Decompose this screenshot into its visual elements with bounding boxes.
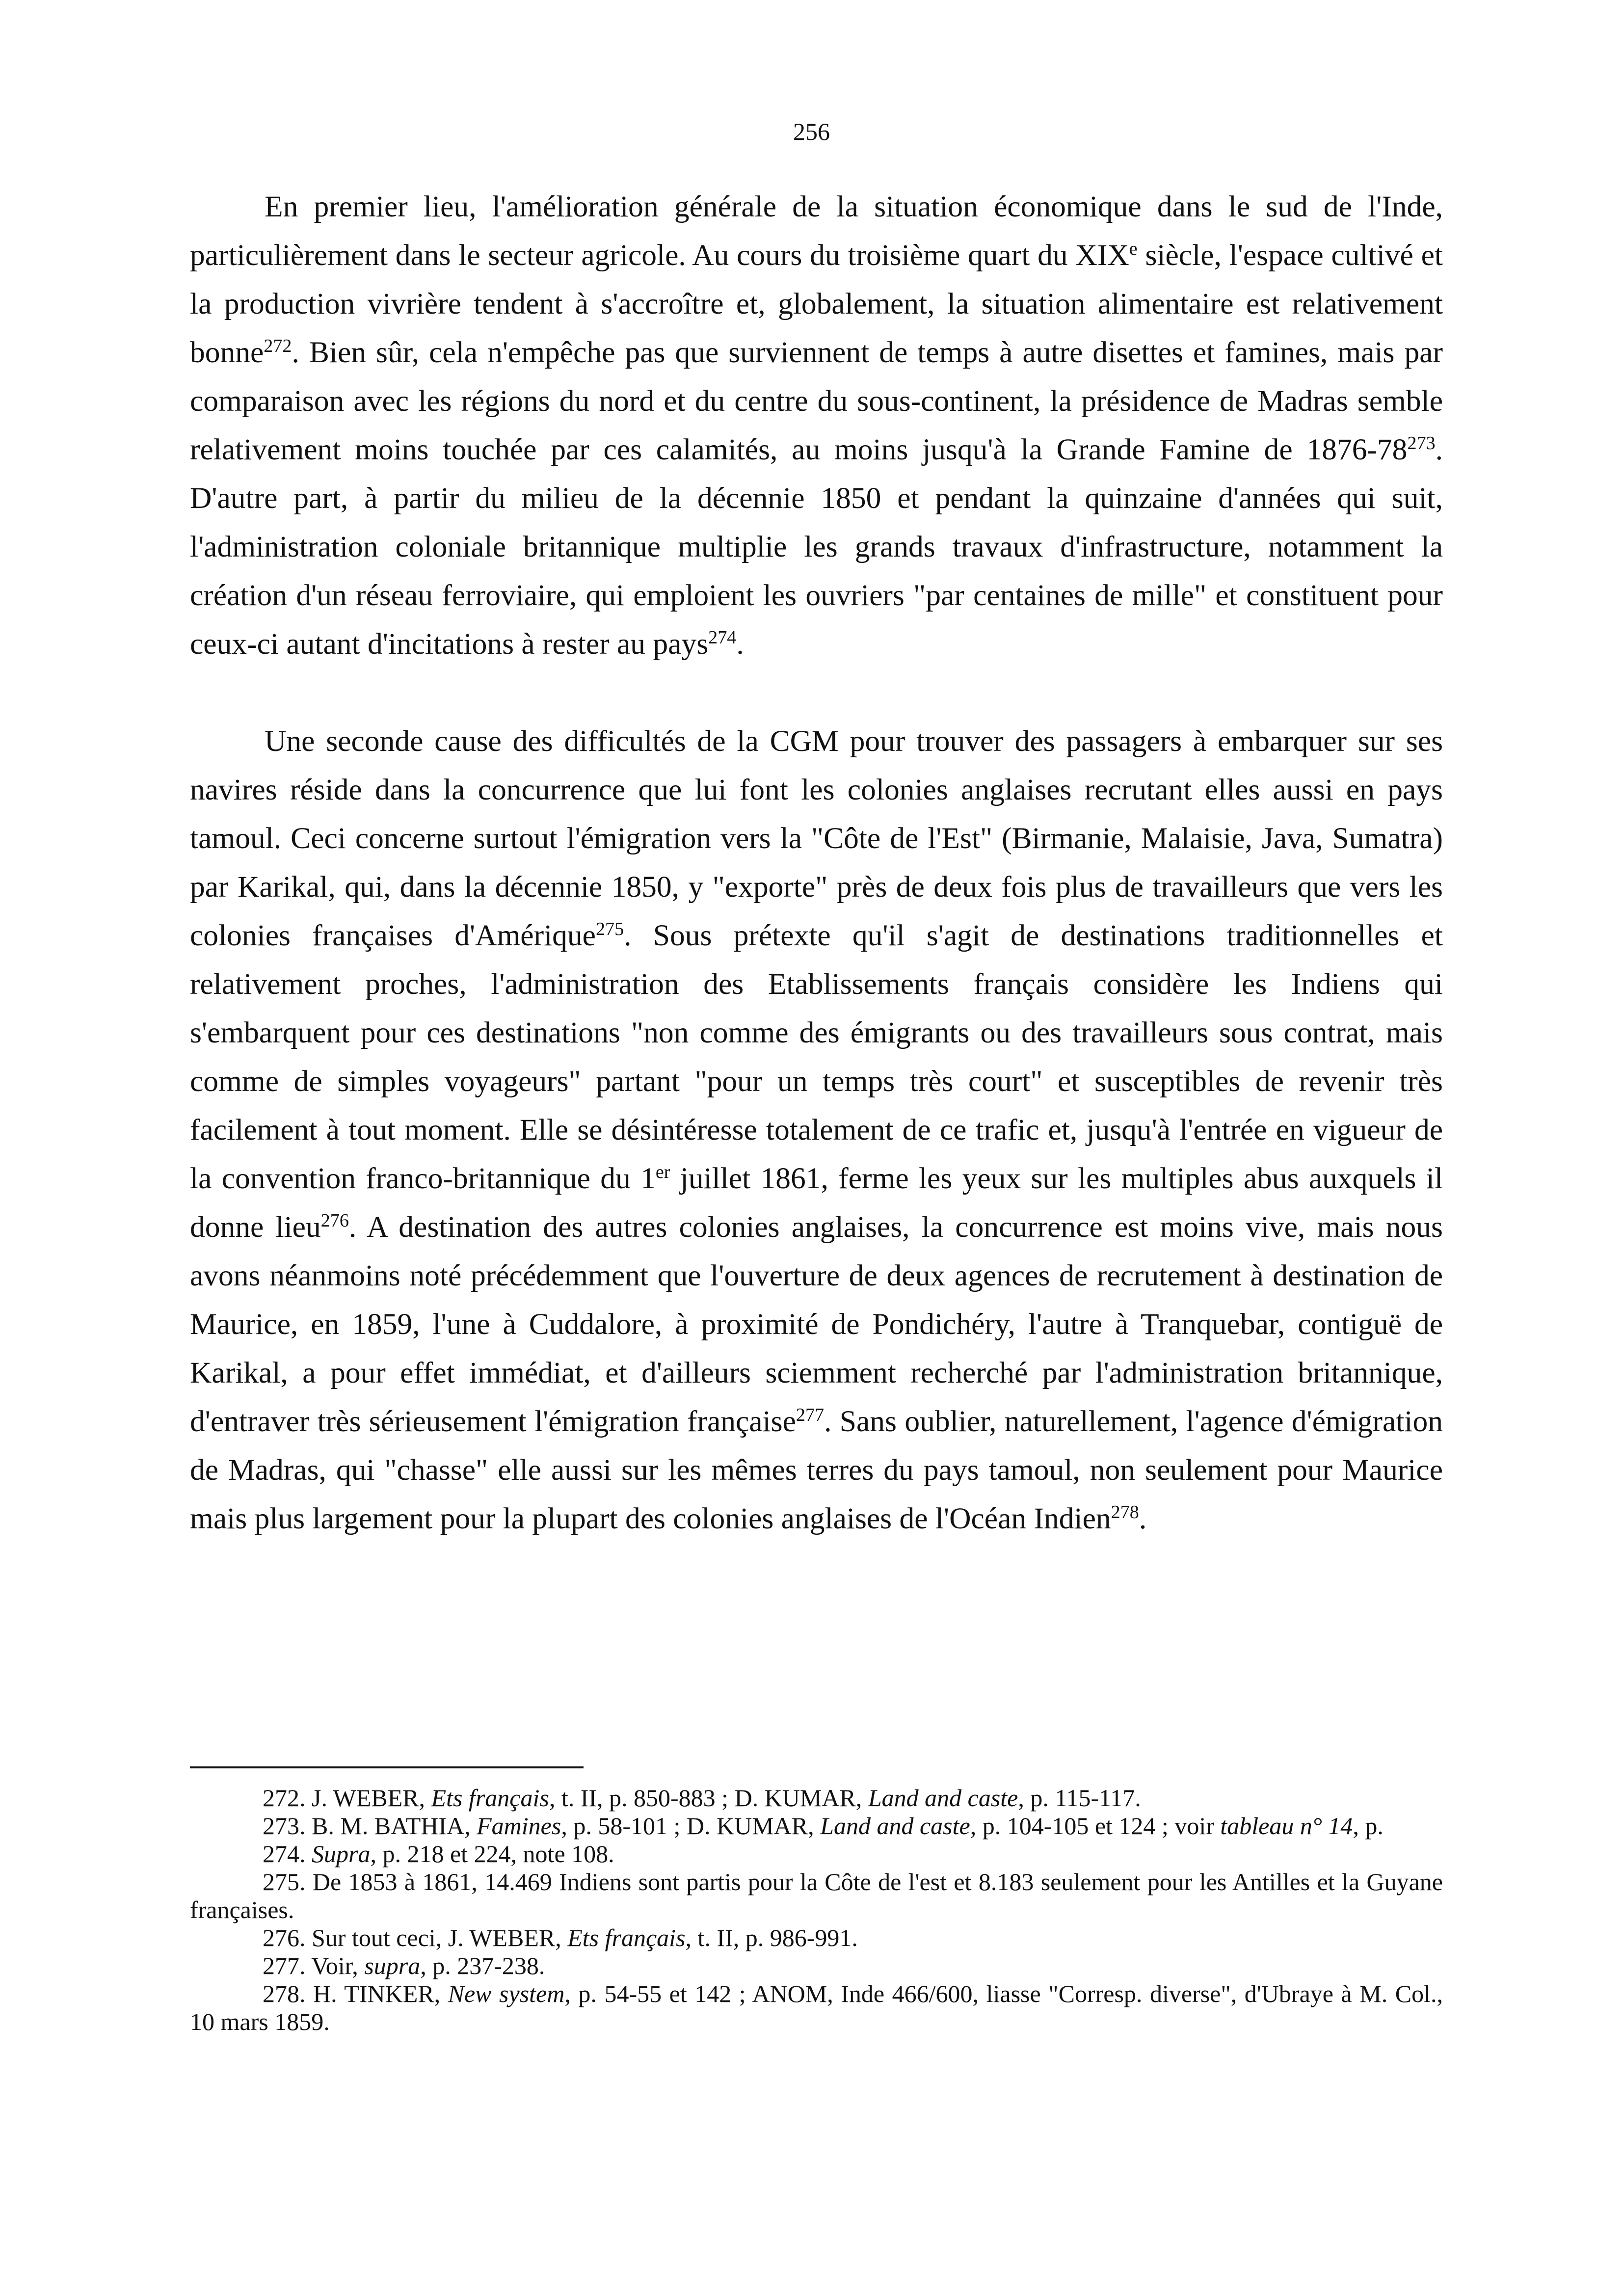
note-reference: 272 (264, 336, 292, 357)
italic-text: Ets français (567, 1924, 686, 1951)
note-reference: 278 (1111, 1502, 1139, 1523)
note-reference: er (655, 1162, 670, 1183)
note-reference: 276 (320, 1210, 349, 1231)
text-run: juillet 1861, ferme les yeux sur les multiples abus auxquels il donne lieu (190, 1162, 1443, 1244)
text-run: 273. B. M. BATHIA, (263, 1812, 477, 1840)
footnote (190, 1980, 1443, 2036)
note-reference: 277 (796, 1405, 825, 1426)
text-run: En premier lieu, l'amélioration générale de la situation économique dans le sud de l'Inde, particulièrement dans le secteur agricole. Au cours du troisième quart du XIX (190, 190, 1443, 272)
footnote (190, 1868, 1443, 1924)
italic-text: Famines (477, 1812, 561, 1840)
text-run: , t. II, p. 850-883 ; D. KUMAR, (549, 1784, 868, 1812)
text-run: , p. 218 et 224, note 108. (370, 1840, 614, 1868)
text-run: 272. J. WEBER, (263, 1784, 431, 1812)
text-run: . Bien sûr, cela n'empêche pas que surviennent de temps à autre disettes et famines, mais par comparaison avec les régions du nord et du centre du sous-continent, la présidence de Madras semble relativement moins touchée par ces calamités, au moins jusqu'à la Grande Famine de 1876-78 (190, 336, 1443, 466)
italic-text: Land and caste (868, 1784, 1018, 1812)
footnote (190, 1840, 1443, 1868)
text-run: . (736, 627, 744, 661)
text-run: 277. Voir, (263, 1952, 365, 1979)
footnote (190, 1784, 1443, 1812)
footnote (190, 1952, 1443, 1980)
note-reference: 273 (1407, 433, 1436, 454)
body-text (190, 183, 1443, 1543)
note-reference: 274 (708, 627, 737, 648)
footnote (190, 1924, 1443, 1952)
text-run: Une seconde cause des difficultés de la CGM pour trouver des passagers à embarquer sur ses navires réside dans la concurrence que lui font les colonies anglaises recrutant elles aussi en pays tamoul. Ceci concerne surtout l'émigration vers la "Côte de l'Est" (Birmanie, Malaisie, Java, Sumatra) par Karikal, qui, dans la décennie 1850, y "exporte" près de deux fois plus de travailleurs que vers les colonies françaises d'Amérique (190, 724, 1443, 952)
footnote-separator (190, 1766, 584, 1768)
text-run: . D'autre part, à partir du milieu de la décennie 1850 et pendant la quinzaine d'années qui suit, l'administration coloniale britannique multiplie les grands travaux d'infrastructure, notamment la création d'un réseau ferroviaire, qui emploient les ouvriers "par centaines de mille" et constituent pour ceux-ci autant d'incitations à rester au pays (190, 433, 1443, 661)
text-run: 275. De 1853 à 1861, 14.469 Indiens sont partis pour la Côte de l'est et 8.183 seulement pour les Antilles et la Guyane françaises. (190, 1868, 1443, 1923)
text-run: 276. Sur tout ceci, J. WEBER, (263, 1924, 568, 1951)
italic-text: Supra (312, 1840, 371, 1868)
text-run: , p. 104-105 et 124 ; voir (970, 1812, 1221, 1840)
italic-text: tableau n° 14 (1220, 1812, 1353, 1840)
text-run: , p. 58-101 ; D. KUMAR, (561, 1812, 821, 1840)
text-run: , p. 115-117. (1018, 1784, 1141, 1812)
footnote (190, 1812, 1443, 1840)
footnotes (190, 1784, 1443, 2036)
note-reference: 275 (595, 919, 624, 940)
text-run: 274. (263, 1840, 312, 1868)
text-run: siècle, l'espace cultivé et la production vivrière tendent à s'accroître et, globalement, la situation alimentaire est relativement bonne (190, 239, 1443, 369)
paragraph (190, 717, 1443, 1543)
italic-text: New system (448, 1980, 565, 2007)
italic-text: Ets français (431, 1784, 549, 1812)
text-run: . A destination des autres colonies anglaises, la concurrence est moins vive, mais nous avons néanmoins noté précédemment que l'ouverture de deux agences de recrutement à destination de Maurice, en 1859, l'une à Cuddalore, à proximité de Pondichéry, l'autre à Tranquebar, contiguë de Karikal, a pour effet immédiat, et d'ailleurs sciemment recherché par l'administration britannique, d'entraver très sérieusement l'émigration française (190, 1210, 1443, 1438)
note-reference: e (1129, 239, 1138, 260)
page-number: 256 (793, 118, 830, 145)
text-run: . (1139, 1502, 1147, 1535)
text-run: , p. 237-238. (420, 1952, 545, 1979)
paragraph (190, 183, 1443, 668)
text-run: . Sans oublier, naturellement, l'agence d'émigration de Madras, qui "chasse" elle aussi sur les mêmes terres du pays tamoul, non seulement pour Maurice mais plus largement pour la plupart des colonies anglaises de l'Océan Indien (190, 1405, 1443, 1535)
text-run: . Sous prétexte qu'il s'agit de destinations traditionnelles et relativement proches, l'administration des Etablissements français considère les Indiens qui s'embarquent pour ces destinations "non comme des émigrants ou des travailleurs sous contrat, mais comme de simples voyageurs" partant "pour un temps très court" et susceptibles de revenir très facilement à tout moment. Elle se désintéresse totalement de ce trafic et, jusqu'à l'entrée en vigueur de la convention franco-britannique du 1 (190, 919, 1443, 1195)
text-run: , t. II, p. 986-991. (685, 1924, 858, 1951)
text-run: , p. 54-55 et 142 ; ANOM, Inde 466/600, liasse "Corresp. diverse", d'Ubraye à M. Col., 10 mars 1859. (190, 1980, 1443, 2035)
italic-text: Land and caste (820, 1812, 970, 1840)
italic-text: supra (364, 1952, 421, 1979)
text-run: 278. H. TINKER, (263, 1980, 448, 2007)
text-run: , p. (1353, 1812, 1384, 1840)
